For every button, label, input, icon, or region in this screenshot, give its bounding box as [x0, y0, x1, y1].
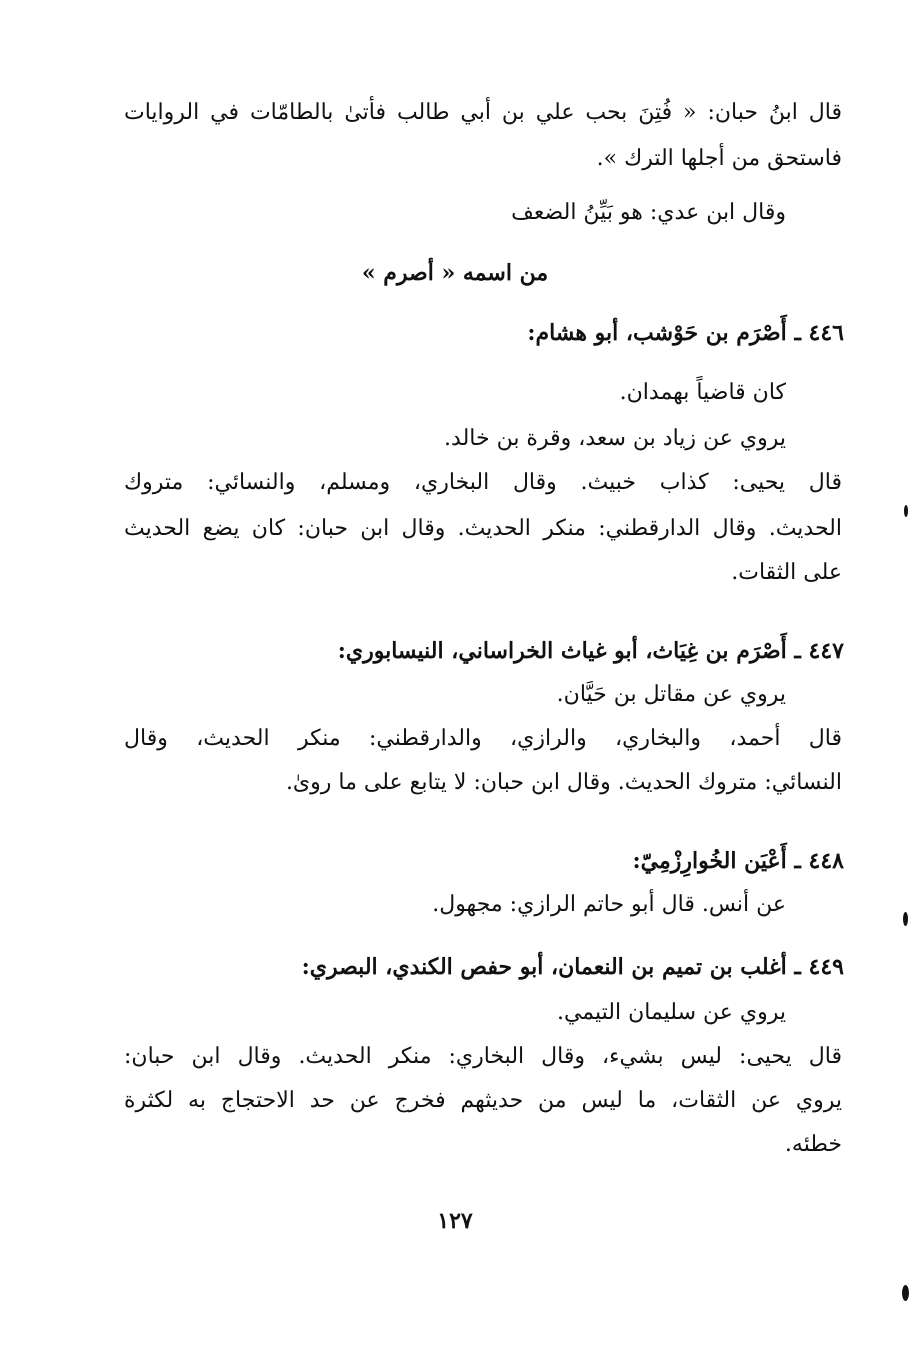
- text-line: قال يحيى: ليس بشيء، وقال البخاري: منكر الحديث. وقال ابن حبان:: [124, 1044, 842, 1069]
- entry-heading-446: ٤٤٦ ـ أَصْرَم بن حَوْشب، أبو هشام:: [527, 320, 844, 346]
- text-line: عن أنس. قال أبو حاتم الرازي: مجهول.: [432, 892, 786, 917]
- text-line: قال يحيى: كذاب خبيث. وقال البخاري، ومسلم، والنسائي: متروك: [124, 470, 842, 495]
- text-line: وقال ابن عدي: هو بَيِّنُ الضعف: [511, 200, 786, 225]
- text-line: قال أحمد، والبخاري، والرازي، والدارقطني: منكر الحديث، وقال: [124, 726, 842, 751]
- entry-heading-448: ٤٤٨ ـ أَعْيَن الخُوارِزْمِيّ:: [632, 848, 844, 874]
- scan-speck: [903, 912, 908, 926]
- text-line: يروي عن مقاتل بن حَيَّان.: [556, 682, 786, 707]
- text-line: كان قاضياً بهمدان.: [619, 380, 786, 405]
- text-line: خطئه.: [784, 1132, 842, 1157]
- page-number: ١٢٧: [437, 1208, 473, 1234]
- text-line: النسائي: متروك الحديث. وقال ابن حبان: لا يتابع على ما روىٰ.: [285, 770, 842, 795]
- text-line: على الثقات.: [731, 560, 842, 585]
- text-line: فاستحق من أجلها الترك ».: [596, 146, 842, 171]
- text-line: الحديث. وقال الدارقطني: منكر الحديث. وقال ابن حبان: كان يضع الحديث: [124, 516, 842, 541]
- entry-heading-449: ٤٤٩ ـ أغلب بن تميم بن النعمان، أبو حفص الكندي، البصري:: [301, 954, 844, 980]
- text-line: يروي عن زياد بن سعد، وقرة بن خالد.: [444, 426, 786, 451]
- scan-speck: [902, 1285, 909, 1301]
- section-heading: من اسمه « أصرم »: [361, 260, 549, 286]
- entry-heading-447: ٤٤٧ ـ أَصْرَم بن غِيَاث، أبو غياث الخراساني، النيسابوري:: [337, 638, 844, 664]
- text-line: قال ابنُ حبان: « فُتِنَ بحب علي بن أبي طالب فأتىٰ بالطامّات في الروايات: [124, 100, 842, 125]
- text-line: يروي عن الثقات، ما ليس من حديثهم فخرج عن حد الاحتجاج به لكثرة: [124, 1088, 842, 1113]
- scan-speck: [904, 505, 908, 517]
- text-line: يروي عن سليمان التيمي.: [556, 1000, 786, 1025]
